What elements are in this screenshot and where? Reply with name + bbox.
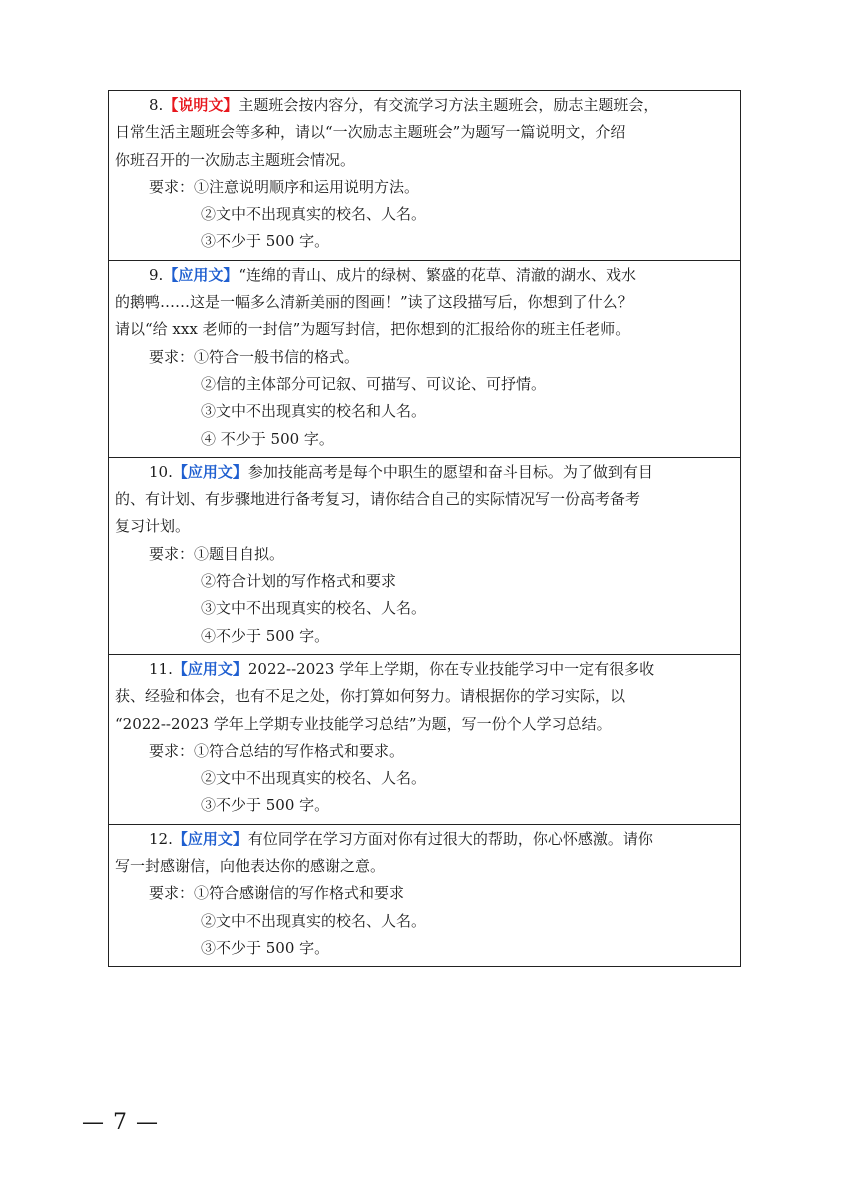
question-cell: [109, 825, 740, 966]
requirement-item: ②文中不出现真实的校名、人名。: [201, 205, 427, 224]
requirement-line: [115, 908, 732, 935]
requirement-line: [115, 765, 732, 792]
question-line: [115, 683, 732, 710]
requirement-label: 要求：: [149, 544, 195, 563]
question-row: [109, 260, 741, 457]
requirement-line: [115, 792, 732, 819]
requirement-line: [115, 228, 732, 255]
prompt-text: “2022--2023 学年上学期专业技能学习总结”为题，写一份个人学习总结。: [115, 714, 612, 733]
question-row: [109, 654, 741, 824]
requirement-item: ①符合感谢信的写作格式和要求: [194, 884, 405, 903]
requirement-line: [115, 174, 732, 201]
question-cell: [109, 458, 740, 654]
requirement-item: ③不少于 500 字。: [201, 232, 330, 251]
requirement-line: [115, 880, 732, 907]
requirement-line: [115, 623, 732, 650]
prompt-text: 2022--2023 学年上学期，你在专业技能学习中一定有很多收: [247, 659, 655, 678]
question-first-line: [115, 656, 732, 683]
requirement-item: ①符合一般书信的格式。: [194, 347, 360, 366]
question-first-line: [115, 826, 732, 853]
question-row: [109, 457, 741, 654]
genre-tag: 【应用文】: [163, 265, 239, 284]
requirement-line: [115, 568, 732, 595]
prompt-text: 你班召开的一次励志主题班会情况。: [115, 150, 356, 169]
requirement-item: ③文中不出现真实的校名、人名。: [201, 599, 427, 618]
question-number: 10.: [149, 462, 173, 481]
prompt-text: “连绵的青山、成片的绿树、繁盛的花草、清澈的湖水、戏水: [238, 265, 636, 284]
question-number: 9.: [149, 265, 164, 284]
requirement-label: 要求：: [149, 347, 195, 366]
prompt-text: 日常生活主题班会等多种，请以“一次励志主题班会”为题写一篇说明文，介绍: [115, 123, 626, 142]
question-row: [109, 824, 741, 966]
question-cell: [109, 261, 740, 457]
requirement-item: ②文中不出现真实的校名、人名。: [201, 911, 427, 930]
question-row: [109, 91, 741, 261]
prompt-text: 参加技能高考是每个中职生的愿望和奋斗目标。为了做到有目: [247, 462, 653, 481]
prompt-text: 主题班会按内容分，有交流学习方法主题班会，励志主题班会，: [238, 96, 659, 114]
page-number: — 7 —: [82, 1110, 159, 1135]
requirement-label: 要求：: [149, 884, 195, 903]
genre-tag: 【应用文】: [172, 829, 248, 848]
genre-tag: 【应用文】: [172, 462, 248, 481]
requirement-item: ①注意说明顺序和运用说明方法。: [194, 177, 420, 196]
requirement-item: ②文中不出现真实的校名、人名。: [201, 769, 427, 788]
requirement-item: ④不少于 500 字。: [201, 626, 330, 645]
question-number: 8.: [149, 96, 164, 114]
requirement-label: 要求：: [149, 741, 195, 760]
question-first-line: [115, 262, 732, 289]
question-line: [115, 711, 732, 738]
prompt-text: 写一封感谢信，向他表达你的感谢之意。: [115, 857, 386, 876]
genre-tag: 【说明文】: [163, 96, 239, 114]
requirement-item: ③文中不出现真实的校名和人名。: [201, 402, 427, 421]
question-line: [115, 316, 732, 343]
question-line: [115, 513, 732, 540]
question-cell: [109, 655, 740, 824]
requirement-line: [115, 935, 732, 962]
requirement-line: [115, 426, 732, 453]
requirement-line: [115, 595, 732, 622]
requirement-item: ③不少于 500 字。: [201, 938, 330, 957]
writing-prompts-table: [108, 90, 741, 967]
prompt-text: 的、有计划、有步骤地进行备考复习，请你结合自己的实际情况写一份高考备考: [115, 490, 641, 509]
prompt-text: 的鹅鸭……这是一幅多么清新美丽的图画！”读了这段描写后，你想到了什么？: [115, 293, 633, 312]
requirement-item: ①题目自拟。: [194, 544, 285, 563]
question-line: [115, 289, 732, 316]
requirement-item: ①符合总结的写作格式和要求。: [194, 741, 405, 760]
requirement-line: [115, 398, 732, 425]
requirement-line: [115, 541, 732, 568]
question-first-line: [115, 459, 732, 486]
question-number: 12.: [149, 829, 173, 848]
prompt-text: 请以“给 xxx 老师的一封信”为题写封信，把你想到的汇报给你的班主任老师。: [115, 320, 631, 339]
requirement-item: ③不少于 500 字。: [201, 796, 330, 815]
question-line: [115, 486, 732, 513]
genre-tag: 【应用文】: [172, 659, 248, 678]
prompt-text: 获、经验和体会，也有不足之处，你打算如何努力。请根据你的学习实际，以: [115, 687, 626, 706]
requirement-item: ②信的主体部分可记叙、可描写、可议论、可抒情。: [201, 374, 547, 393]
requirement-line: [115, 344, 732, 371]
question-line: [115, 119, 732, 146]
question-cell: [109, 91, 740, 260]
requirement-line: [115, 371, 732, 398]
question-number: 11.: [149, 659, 173, 678]
requirement-line: [115, 738, 732, 765]
prompt-text: 有位同学在学习方面对你有过很大的帮助，你心怀感激。请你: [247, 829, 653, 848]
requirement-item: ②符合计划的写作格式和要求: [201, 572, 397, 591]
requirement-line: [115, 201, 732, 228]
requirement-label: 要求：: [149, 177, 195, 196]
prompt-text: 复习计划。: [115, 517, 191, 536]
requirement-item: ④ 不少于 500 字。: [201, 429, 334, 448]
question-line: [115, 853, 732, 880]
question-first-line: [115, 92, 732, 119]
question-line: [115, 147, 732, 174]
